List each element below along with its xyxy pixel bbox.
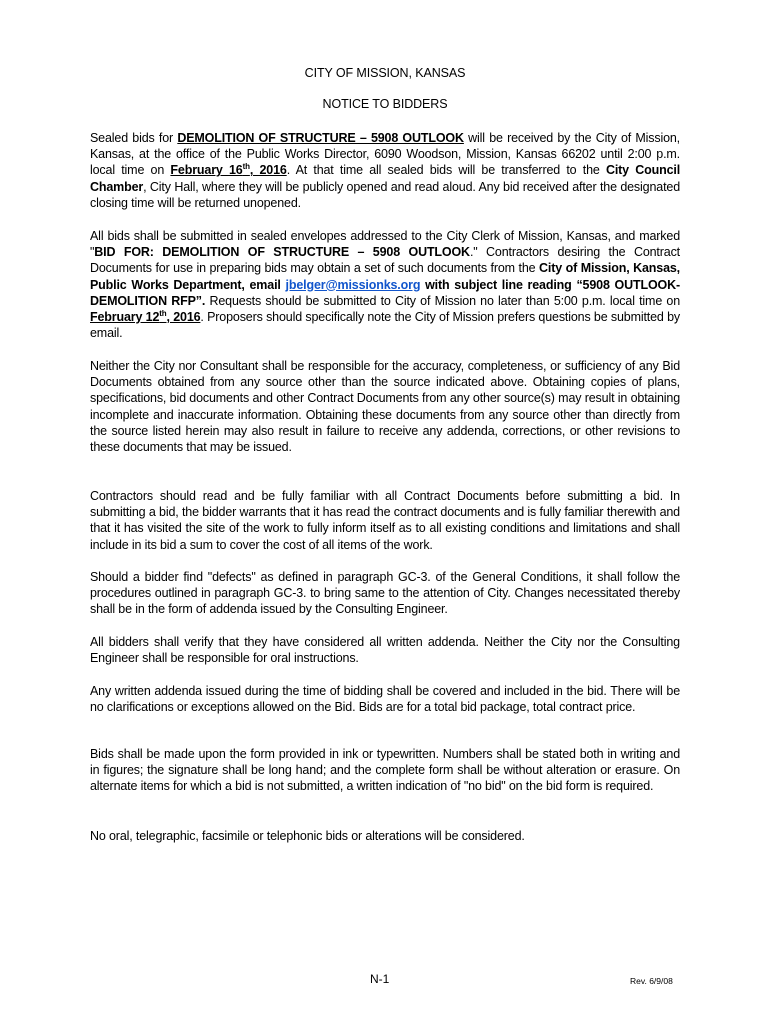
paragraph-bid-form: Bids shall be made upon the form provided in ink or typewritten. Numbers shall be stated both in writing and in figures; the signature shall be long hand; and the complete form shall be without alteration or erasure. On alternate items for which a bid is not submitted, a written indication of "no bid" on the bid form is required. (90, 747, 680, 794)
email-link[interactable]: jbelger@missionks.org (285, 277, 421, 292)
paragraph-responsibility: Neither the City nor Consultant shall be responsible for the accuracy, completeness, or sufficiency of any Bid Documents obtained from any source other than the source indicated above. Obtaining copies of plans, specifications, bid documents and other Contract Documents from any other source(s) may result in obtaining incomplete and inaccurate information. Obtaining these documents from any source other than directly from the source listed herein may also result in failure to receive any addenda, corrections, or other revisions to these documents that may be issued. (90, 359, 680, 455)
subject-line: with subject line reading “5908 OUTLOOK- DEMOLITION RFP”. (90, 277, 681, 308)
paragraph-defects: Should a bidder find "defects" as defined in paragraph GC-3. of the General Conditions, it shall follow the procedures outlined in paragraph GC-3. to bring same to the attention of City. Changes necessitated thereby shall be in the form of addenda issued by the Consulting Engineer. (90, 570, 680, 617)
notice-title: NOTICE TO BIDDERS (322, 97, 448, 111)
paragraph-addenda-included: Any written addenda issued during the time of bidding shall be covered and included in the bid. There will be no clarifications or exceptions allowed on the Bid. Bids are for a total bid package, total contract price. (90, 684, 680, 715)
bid-due-date: February 16th, 2016 (170, 162, 287, 178)
bid-marking: BID FOR: DEMOLITION OF STRUCTURE – 5908 OUTLOOK (94, 245, 470, 260)
paragraph-familiarity: Contractors should read and be fully familiar with all Contract Documents before submitting a bid. In submitting a bid, the bidder warrants that it has read the contract documents and is fully familiar therewith and that it has visited the site of the work to fully inform itself as to all existing conditions and limitations and shall include in its bid a sum to cover the cost of all items of the work. (90, 489, 680, 552)
project-name: DEMOLITION OF STRUCTURE – 5908 OUTLOOK (177, 131, 464, 145)
contact-department: City of Mission, Kansas, Public Works Department, email (90, 261, 680, 292)
paragraph-no-oral-bids: No oral, telegraphic, facsimile or telephonic bids or alterations will be considered. (90, 829, 525, 843)
paragraph-bid-intro: Sealed bids for DEMOLITION OF STRUCTURE – 5908 OUTLOOK will be received by the City of Mission, Kansas, at the office of the Public Works Director, 6090 Woodson, Mission, Kansas 66202 until 2:00 p.m. local time on February 16th, 2016. At that time all sealed bids will be transferred to the City Council Chamber, City Hall, where they will be publicly opened and read aloud. Any bid received after the designated closing time will be returned unopened. (90, 131, 681, 210)
city-heading: CITY OF MISSION, KANSAS (304, 66, 466, 80)
paragraph-addenda-verify: All bidders shall verify that they have considered all written addenda. Neither the City nor the Consulting Engineer shall be responsible for oral instructions. (90, 635, 680, 666)
page-number: N-1 (370, 972, 390, 986)
revision-date: Rev. 6/9/08 (630, 976, 673, 986)
paragraph-submission: All bids shall be submitted in sealed envelopes addressed to the City Clerk of Mission, Kansas, and marked "BID FOR: DEMOLITION OF STRUCTURE – 5908 OUTLOOK." Contractors desiring the Contract Documents for use in preparing bids may obtain a set of such documents from the City of Mission, Kansas, Public Works Department, email jbelger@missionks.org with subject line reading “5908 OUTLOOK- DEMOLITION RFP”. Requests should be submitted to City of Mission no later than 5:00 p.m. local time on February 12th, 2016. Proposers should specifically note the City of Mission prefers questions be submitted by email. (90, 229, 681, 341)
request-due-date: February 12th, 2016 (90, 308, 201, 325)
council-chamber: City Council Chamber (90, 163, 681, 194)
